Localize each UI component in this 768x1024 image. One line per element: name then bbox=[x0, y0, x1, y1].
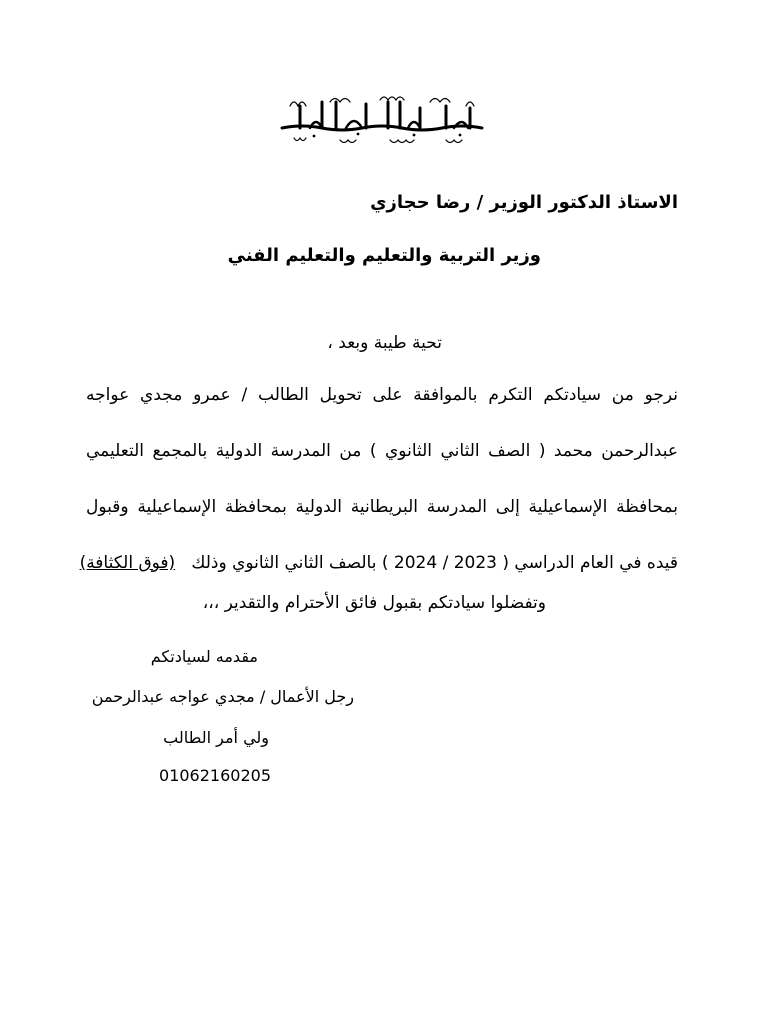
signature-name: رجل الأعمال / مجدي عواجه عبدالرحمن bbox=[91, 687, 354, 706]
body-line-1 bbox=[86, 367, 678, 423]
body-line-4 bbox=[79, 535, 678, 591]
body-line-2-text: عبدالرحمن محمد ( الصف الثاني الثانوي ) من المدرسة الدولية بالمجمع التعليمي bbox=[86, 441, 678, 461]
signature-submitted-by: مقدمه لسيادتكم bbox=[150, 647, 258, 666]
recipient-ministry: وزير التربية والتعليم والتعليم الفني bbox=[227, 245, 541, 266]
body-line-3 bbox=[86, 479, 678, 535]
body-line-1-text: نرجو من سيادتكم التكرم بالموافقة على تحويل الطالب / عمرو مجدي عواجه bbox=[86, 385, 678, 405]
basmala-calligraphy bbox=[270, 88, 490, 148]
body-line-2 bbox=[86, 423, 678, 479]
body-line-4-text: قيده في العام الدراسي ( 2023 / 2024 ) بالصف الثاني الثانوي وذلك bbox=[191, 553, 678, 573]
greeting: تحية طيبة وبعد ، bbox=[327, 333, 442, 353]
signature-role: ولي أمر الطالب bbox=[163, 728, 269, 747]
recipient-title: الاستاذ الدكتور الوزير / رضا حجازي bbox=[370, 192, 678, 213]
body-line-3-text: بمحافظة الإسماعيلية إلى المدرسة البريطانية الدولية بمحافظة الإسماعيلية وقبول bbox=[86, 497, 678, 517]
body-line-4-container bbox=[79, 535, 678, 591]
signature-phone: 01062160205 bbox=[159, 766, 271, 785]
closing-line: وتفضلوا سيادتكم بقبول فائق الأحترام والتقدير ،،، bbox=[202, 593, 546, 613]
density-note: (فوق الكثافة) bbox=[79, 553, 176, 573]
